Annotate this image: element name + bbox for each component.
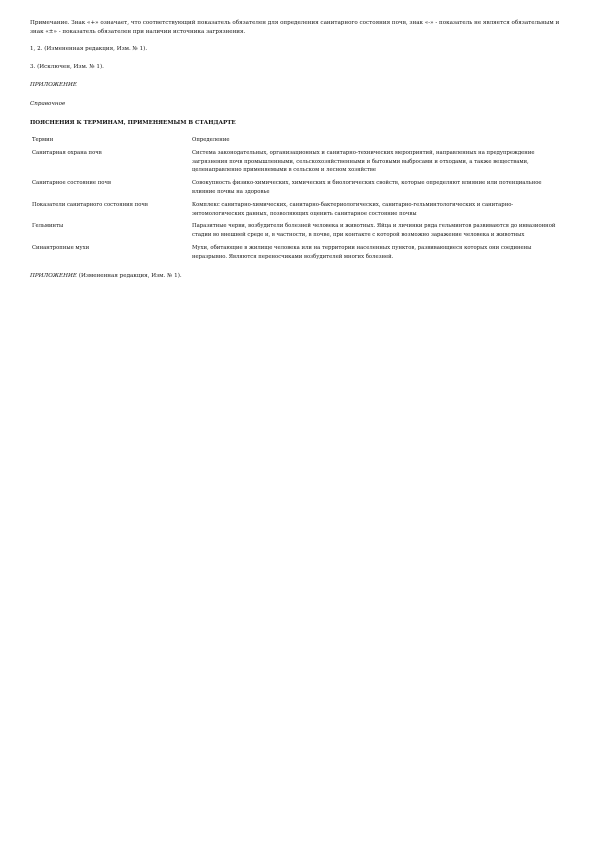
term-cell: Показатели санитарного состояния почв: [32, 201, 148, 208]
definition-cell: Совокупность физико-химических, химических и биологических свойств, которые определяют влияние или потенциальное влияние почвы на здоровье: [192, 180, 542, 195]
table-row: [32, 222, 557, 244]
amendment-line: 1, 2. (Измененная редакция, Изм. № 1).: [30, 46, 148, 52]
appendix-amendment-label: ПРИЛОЖЕНИЕ: [30, 272, 77, 279]
definition-cell: Паразитные черви, возбудители болезней человека и животных. Яйца и личинки ряда гельминтов развиваются до инвазионной стадии во внешней среде и, в частности, в почве, при контакте с которой возможно заражение человека и животных: [192, 223, 556, 239]
header-term: Термин: [32, 137, 54, 143]
term-cell: Синантропные мухи: [32, 244, 90, 251]
section-title: ПОЯСНЕНИЯ К ТЕРМИНАМ, ПРИМЕНЯЕМЫМ В СТАНДАРТЕ: [30, 120, 236, 126]
appendix-title: ПРИЛОЖЕНИЕ: [30, 82, 77, 88]
amendment-line: 3. (Исключен, Изм. № 1).: [30, 64, 104, 70]
table-header-row: [32, 136, 557, 149]
appendix-amendment-note: [30, 272, 565, 281]
terms-table: [32, 136, 557, 266]
document-page: [30, 19, 565, 281]
definition-cell: Мухи, обитающие в жилище человека или на территории населенных пунктов, развивающиеся которых они соединены неразрывно. Являются переносчиками возбудителей многих болезней.: [192, 244, 532, 260]
definition-cell: Система законодательных, организационных и санитарно-технических мероприятий, направленных на предупреждение загрязнения почв промышленными, сельскохозяйственными и бытовыми выбросами и отходами, а также веществами, целенаправленно применяемыми в сельском и лесном хозяйстве: [192, 149, 535, 174]
term-cell: Санитарная охрана почв: [32, 149, 102, 156]
table-note: Примечание. Знак «+» означает, что соответствующий показатель обязателен для определения санитарного состояния почв, знак «-» - показатель не является обязательным и знак «±» - показатель обязателен при наличии источника загрязнения.: [30, 20, 560, 35]
table-row: [32, 179, 557, 201]
table-row: [32, 244, 557, 266]
appendix-type: Справочное: [30, 101, 66, 107]
appendix-amendment-text: (Измененная редакция, Изм. № 1).: [76, 272, 182, 279]
table-row: [32, 201, 557, 223]
header-definition: Определение: [192, 137, 230, 143]
term-cell: Гельминты: [32, 223, 64, 230]
definition-cell: Комплекс санитарно-химических, санитарно-бактериологических, санитарно-гельминтологических и санитарно-энтомологических данных, позволяющих оценить санитарное состояние почвы: [192, 201, 514, 217]
term-cell: Санитарное состояние почв: [32, 180, 111, 187]
table-row: [32, 149, 557, 179]
